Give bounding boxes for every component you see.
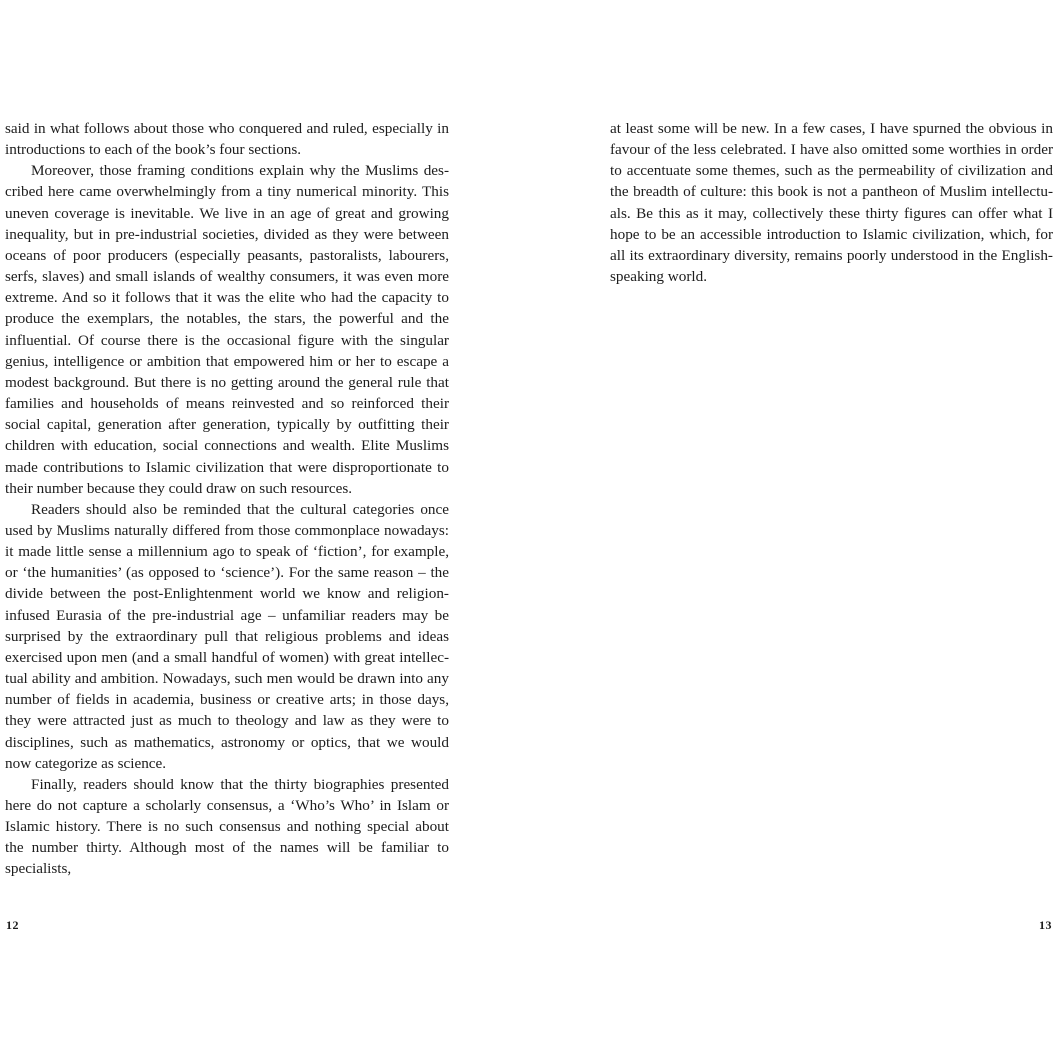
right-page-body — [610, 118, 1053, 287]
page-number-left: 12 — [6, 918, 19, 932]
page-number-right: 13 — [1039, 918, 1052, 932]
left-page-body — [5, 118, 449, 880]
left-paragraph-1: said in what follows about those who conquered and ruled, especially in introductions to each of the book’s four sections. — [5, 120, 449, 159]
left-paragraph-3: Readers should also be reminded that the cultural categories once used by Muslims naturally differed from those commonplace nowadays: it made little sense a millennium ago to speak of ‘fiction’, for example, or ‘the humanities’ (as opposed to ‘science’). For the same reason – the divide between the post-Enlightenment world we know and religion-infused Eurasia of the pre-industrial age – unfamiliar readers may be surprised by the extraordinary pull that religious problems and ideas exercised upon men (and a small handful of women) with great intellectual ability and ambition. Nowadays, such men would be drawn into any number of fields in academia, business or creative arts; in those days, they were attracted just as much to theology and law as they were to disciplines, such as mathematics, astronomy or optics, that we would now categorize as science. — [5, 500, 449, 772]
right-paragraph-1: at least some will be new. In a few cases, I have spurned the obvious in favour of the less celebrated. I have also omitted some worthies in order to accentuate some themes, such as the permeability of civilization and the breadth of culture: this book is not a pantheon of Muslim intellectuals. Be this as it may, collectively these thirty figures can offer what I hope to be an accessible introduction to Islamic civilization, which, for all its extraordinary diversity, remains poorly understood in the English-speaking world. — [610, 120, 1053, 286]
left-paragraph-4: Finally, readers should know that the thirty biographies presented here do not capture a scholarly consensus, a ‘Who’s Who’ in Islam or Islamic history. There is no such consensus and nothing special about the number thirty. Although most of the names will be familiar to specialists, — [5, 775, 449, 878]
left-paragraph-2: Moreover, those framing conditions explain why the Muslims described here came overwhelmingly from a tiny numerical minority. This uneven coverage is inevitable. We live in an age of great and growing inequality, but in pre-industrial societies, divided as they were between oceans of poor producers (especially peasants, pastoralists, labourers, serfs, slaves) and small islands of wealthy consumers, it was even more extreme. And so it follows that it was the elite who had the capacity to produce the exemplars, the notables, the stars, the powerful and the influential. Of course there is the occasional figure with the singular genius, intelligence or ambition that empowered him or her to escape a modest background. But there is no getting around the general rule that families and households of means reinvested and so reinforced their social capital, generation after generation, typically by outfitting their children with education, social connections and wealth. Elite Muslims made contributions to Islamic civilization that were disproportionate to their number because they could draw on such resources. — [5, 162, 449, 497]
